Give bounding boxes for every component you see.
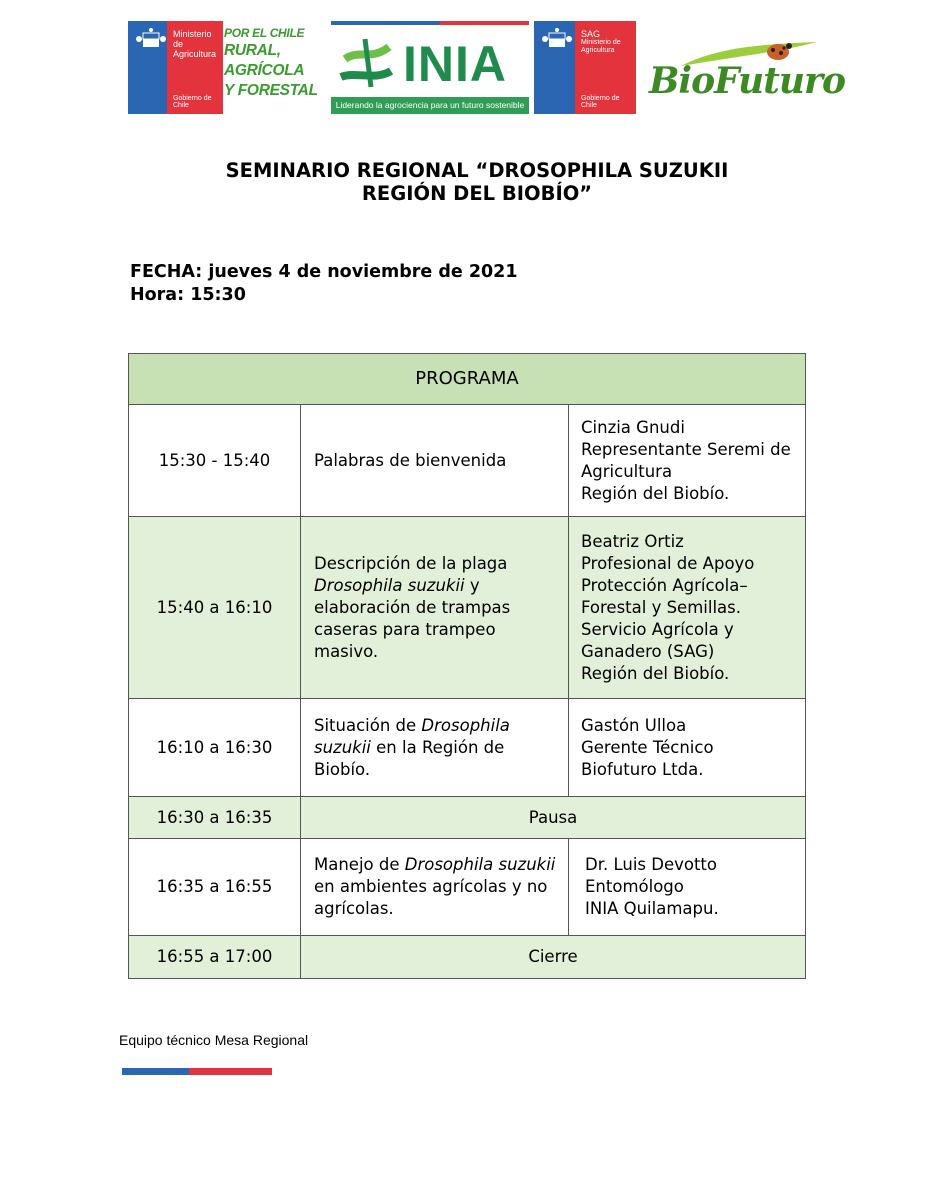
minagri-logo bbox=[128, 21, 223, 114]
rural-line3: AGRÍCOLA bbox=[224, 62, 305, 79]
row-speaker bbox=[569, 699, 806, 797]
speaker-line: Cinzia Gnudi bbox=[581, 417, 685, 437]
speaker-line: Representante Seremi de Agricultura bbox=[581, 439, 791, 481]
title-line-2: REGIÓN DEL BIOBÍO” bbox=[361, 182, 593, 205]
speaker-line: Entomólogo bbox=[585, 877, 684, 896]
program-table bbox=[128, 353, 806, 979]
table-row bbox=[129, 517, 806, 699]
rural-logo bbox=[224, 21, 324, 114]
inia-word: INIA bbox=[403, 36, 507, 92]
row-time: 16:10 a 16:30 bbox=[129, 699, 301, 797]
inia-tagline: Liderando la agrociencia para un futuro sostenible bbox=[331, 97, 529, 114]
event-time: Hora: 15:30 bbox=[130, 285, 246, 305]
speaker-line: Gastón Ulloa bbox=[581, 715, 687, 735]
program-header: PROGRAMA bbox=[129, 354, 806, 405]
minagri-name-1: Ministerio de bbox=[173, 29, 212, 49]
inia-mark-icon bbox=[335, 31, 397, 93]
biofuturo-logo bbox=[649, 38, 845, 114]
speaker-line: Biofuturo Ltda. bbox=[581, 759, 704, 779]
title-line-1: SEMINARIO REGIONAL “DROSOPHILA SUZUKII bbox=[225, 159, 729, 182]
row-topic: Palabras de bienvenida bbox=[301, 405, 569, 517]
row-time: 16:30 a 16:35 bbox=[129, 797, 301, 839]
page-title bbox=[0, 159, 927, 205]
row-topic bbox=[301, 699, 569, 797]
topic-post: en la Región de Biobío. bbox=[314, 737, 505, 779]
footer-flag-bar bbox=[122, 1068, 272, 1075]
ladybug-icon bbox=[763, 38, 793, 62]
table-row bbox=[129, 839, 806, 936]
table-header-row bbox=[129, 354, 806, 405]
sag-name-2: Ministerio de bbox=[581, 39, 621, 46]
topic-pre: Manejo de bbox=[314, 855, 405, 874]
row-topic bbox=[301, 517, 569, 699]
chile-coat-of-arms-icon bbox=[541, 27, 573, 55]
topic-species: Drosophila suzukii bbox=[314, 715, 510, 757]
minagri-name-2: Agricultura bbox=[173, 49, 217, 59]
sag-name-1: SAG bbox=[581, 29, 601, 39]
topic-post: en ambientes agrícolas y no agrícolas. bbox=[314, 877, 548, 918]
topic-pre: Situación de bbox=[314, 715, 422, 735]
row-speaker bbox=[569, 405, 806, 517]
rural-line4: Y FORESTAL bbox=[224, 82, 318, 99]
row-speaker bbox=[569, 839, 806, 936]
row-time: 15:30 - 15:40 bbox=[129, 405, 301, 517]
sag-logo bbox=[534, 21, 636, 114]
rural-line1: POR EL CHILE bbox=[224, 26, 305, 40]
row-time: 16:35 a 16:55 bbox=[129, 839, 301, 936]
speaker-line: INIA Quilamapu. bbox=[585, 899, 719, 918]
row-topic bbox=[301, 839, 569, 936]
biofuturo-word: BioFuturo bbox=[649, 60, 845, 102]
row-break: Pausa bbox=[301, 797, 806, 839]
minagri-gobierno: Gobierno de Chile bbox=[173, 95, 212, 109]
speaker-line: Región del Biobío. bbox=[581, 483, 730, 503]
sag-name-3: Agricultura bbox=[581, 47, 615, 54]
event-meta bbox=[130, 261, 518, 307]
event-date: FECHA: jueves 4 de noviembre de 2021 bbox=[130, 262, 518, 282]
topic-post: y elaboración de trampas caseras para trampeo masivo. bbox=[314, 575, 511, 661]
row-time: 15:40 a 16:10 bbox=[129, 517, 301, 699]
table-row bbox=[129, 405, 806, 517]
inia-logo bbox=[331, 21, 529, 114]
speaker-line: Dr. Luis Devotto bbox=[585, 855, 717, 874]
speaker-line: Gerente Técnico bbox=[581, 737, 714, 757]
rural-line2: RURAL, bbox=[224, 42, 281, 59]
topic-species: Drosophila suzukii bbox=[314, 575, 465, 595]
table-row bbox=[129, 699, 806, 797]
footer-text: Equipo técnico Mesa Regional bbox=[119, 1032, 309, 1048]
speaker-line: Profesional de Apoyo Protección Agrícola– Forestal y Semillas. bbox=[581, 553, 755, 617]
table-row bbox=[129, 797, 806, 839]
row-speaker bbox=[569, 517, 806, 699]
row-time: 16:55 a 17:00 bbox=[129, 936, 301, 979]
topic-pre: Descripción de la plaga bbox=[314, 553, 508, 573]
speaker-line: Beatriz Ortiz bbox=[581, 531, 684, 551]
sag-gobierno: Gobierno de Chile bbox=[581, 95, 620, 109]
topic-species: Drosophila suzukii bbox=[404, 855, 556, 874]
row-closing: Cierre bbox=[301, 936, 806, 979]
table-row bbox=[129, 936, 806, 979]
chile-coat-of-arms-icon bbox=[135, 27, 167, 55]
speaker-line: Región del Biobío. bbox=[581, 663, 730, 683]
speaker-line: Servicio Agrícola y Ganadero (SAG) bbox=[581, 619, 734, 661]
